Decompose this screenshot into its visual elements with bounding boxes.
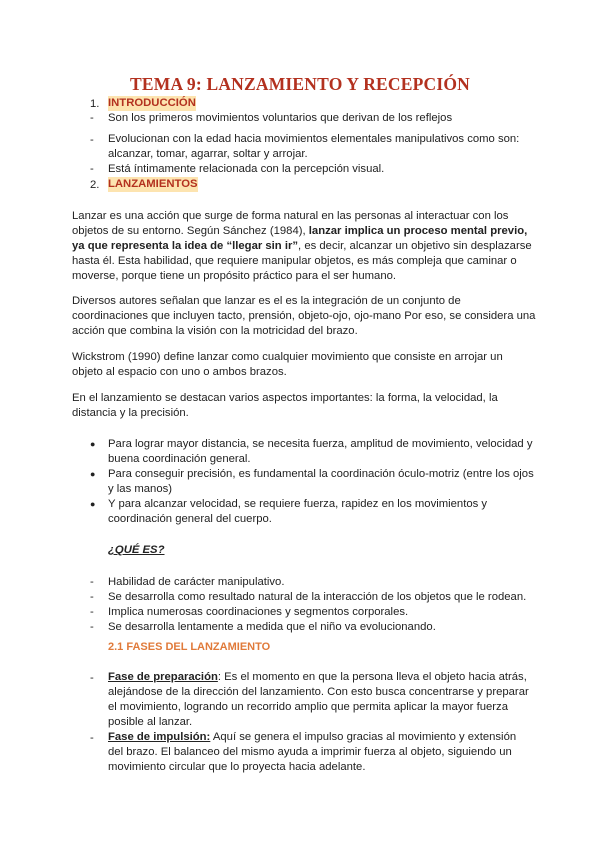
dash-marker: - xyxy=(90,621,94,633)
bullet-item-3: Y para alcanzar velocidad, se requiere fuerza, rapidez en los movimientos y xyxy=(108,498,488,510)
para1-line5: moverse, porque tiene un propósito práctico para el ser humano. xyxy=(72,270,397,282)
section2-number: 2. xyxy=(90,179,100,191)
intro-item-1: Son los primeros movimientos voluntarios que derivan de los reflejos xyxy=(108,112,453,124)
dash-marker: - xyxy=(90,134,94,146)
fase-impulsion-line2: del brazo. El balanceo del mismo ayuda a imprimir fuerza al objeto, siguiendo un xyxy=(108,746,512,758)
bullet-icon: ● xyxy=(90,439,96,449)
para2-line2: coordinaciones que incluyen tacto, prensión, objeto-ojo, ojo-mano Por eso, se considera una xyxy=(72,310,536,322)
intro-item-3: Está íntimamente relacionada con la percepción visual. xyxy=(108,163,385,175)
dash-marker: - xyxy=(90,672,94,684)
page-title: TEMA 9: LANZAMIENTO Y RECEPCIÓN xyxy=(129,74,471,94)
section1-heading: INTRODUCCIÓN xyxy=(108,97,196,109)
bullet-item-3-cont: coordinación general del cuerpo. xyxy=(108,513,272,525)
bullet-icon: ● xyxy=(90,499,96,509)
bullet-item-1-cont: buena coordinación general. xyxy=(108,453,251,465)
dash-marker: - xyxy=(90,163,94,175)
bullet-item-1: Para lograr mayor distancia, se necesita fuerza, amplitud de movimiento, velocidad y xyxy=(108,438,533,450)
dash-marker: - xyxy=(90,591,94,603)
para1-line4: hasta él. Esta habilidad, que requiere manipular objetos, es más compleja que caminar o xyxy=(72,255,517,267)
dash-marker: - xyxy=(90,576,94,588)
para4-line1: En el lanzamiento se destacan varios aspectos importantes: la forma, la velocidad, la xyxy=(72,392,498,404)
section2-heading: LANZAMIENTOS xyxy=(108,178,198,190)
fase-preparacion-line3: el movimiento, logrando un recorrido amplio que permita aplicar la mayor fuerza xyxy=(108,701,508,713)
para1-line1: Lanzar es una acción que surge de forma natural en las personas al interactuar con los xyxy=(72,210,509,222)
para4-line2: distancia y la precisión. xyxy=(72,407,189,419)
bullet-icon: ● xyxy=(90,469,96,479)
para2-line1: Diversos autores señalan que lanzar es el es la integración de un conjunto de xyxy=(72,295,461,307)
fase-impulsion-line1: Fase de impulsión: Aquí se genera el impulso gracias al movimiento y extensión xyxy=(108,731,517,743)
para1-line2: objetos de su entorno. Según Sánchez (1984), lanzar implica un proceso mental previo, xyxy=(72,225,528,237)
fase-preparacion-line2: alejándose de la dirección del lanzamiento. Con esto busca concentrarse y preparar xyxy=(108,686,529,698)
fase-impulsion-line3: movimiento circular que lo proyecta hacia adelante. xyxy=(108,761,366,773)
para1-line3: ya que representa la idea de “llegar sin ir”, es decir, alcanzar un objetivo sin desplazarse xyxy=(72,240,532,252)
que-es-item-4: Se desarrolla lentamente a medida que el niño va evolucionando. xyxy=(108,621,436,633)
que-es-item-3: Implica numerosas coordinaciones y segmentos corporales. xyxy=(108,606,409,618)
section1-number: 1. xyxy=(90,98,100,110)
fases-heading: 2.1 FASES DEL LANZAMIENTO xyxy=(108,641,271,653)
bullet-item-2-cont: y las manos) xyxy=(108,483,173,495)
para2-line3: acción que combina la visión con la motricidad del brazo. xyxy=(72,325,358,337)
fase-preparacion-line1: Fase de preparación: Es el momento en que la persona lleva el objeto hacia atrás, xyxy=(108,671,527,683)
dash-marker: - xyxy=(90,606,94,618)
que-es-heading: ¿QUÉ ES? xyxy=(108,544,165,556)
bullet-item-2: Para conseguir precisión, es fundamental la coordinación óculo-motriz (entre los ojos xyxy=(108,468,534,480)
fase-preparacion-line4: posible al lanzar. xyxy=(108,716,193,728)
dash-marker: - xyxy=(90,112,94,124)
que-es-item-2: Se desarrolla como resultado natural de la interacción de los objetos que le rodean. xyxy=(108,591,527,603)
para3-line1: Wickstrom (1990) define lanzar como cualquier movimiento que consiste en arrojar un xyxy=(72,351,503,363)
intro-item-2-cont: alcanzar, tomar, agarrar, soltar y arrojar. xyxy=(108,148,308,160)
para3-line2: objeto al espacio con uno o ambos brazos. xyxy=(72,366,287,378)
intro-item-2: Evolucionan con la edad hacia movimientos elementales manipulativos como son: xyxy=(108,133,520,145)
que-es-item-1: Habilidad de carácter manipulativo. xyxy=(108,576,285,588)
dash-marker: - xyxy=(90,732,94,744)
